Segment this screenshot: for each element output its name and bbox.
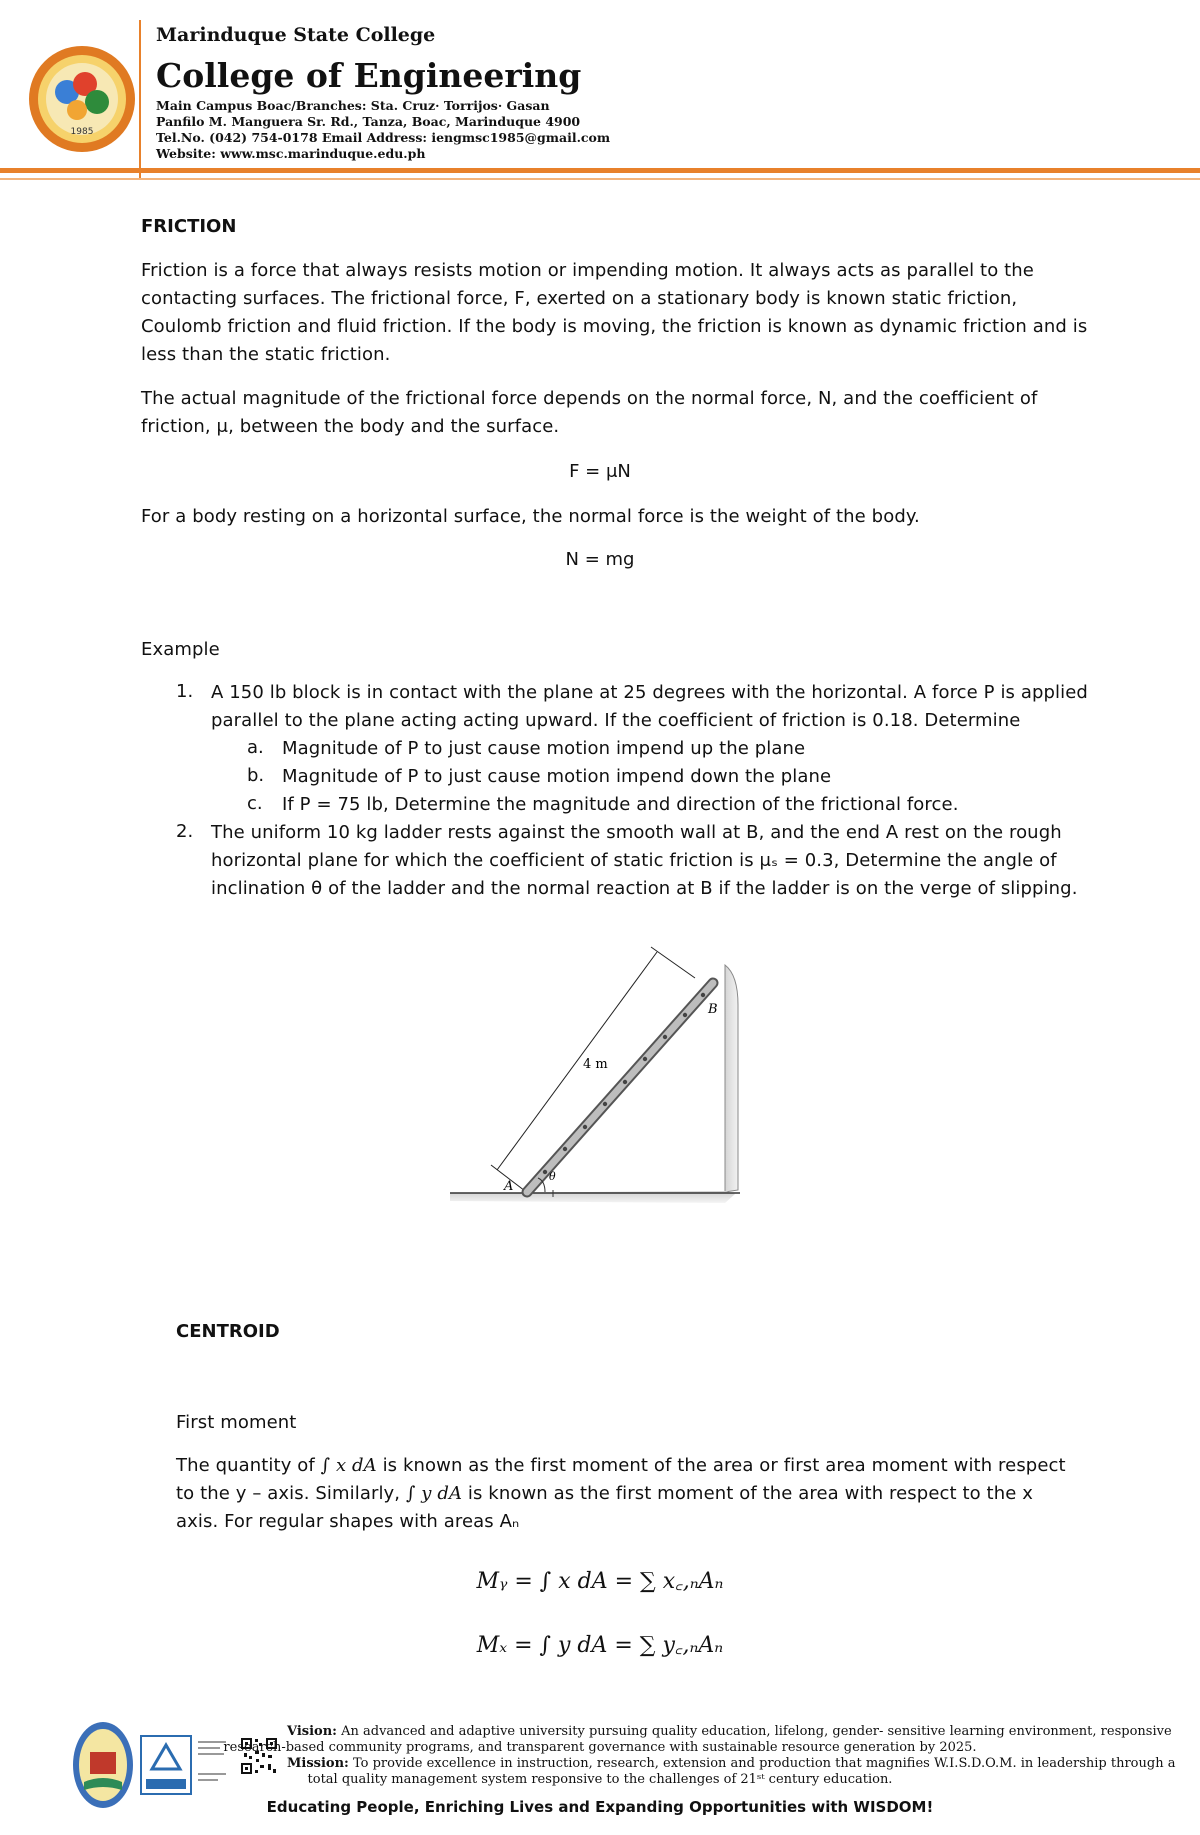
sub-letter-a: a.: [247, 737, 264, 758]
centroid-title: CENTROID: [176, 1321, 280, 1342]
friction-paragraph-2: The actual magnitude of the frictional force depends on the normal force, N, and the coefficient of friction, μ, between the body and the surface.: [141, 388, 1038, 437]
svg-text:1985: 1985: [70, 127, 94, 137]
sub-item-a: Magnitude of P to just cause motion impend up the plane: [282, 738, 806, 759]
motto: Educating People, Enriching Lives and Expanding Opportunities with WISDOM!: [266, 1798, 934, 1816]
friction-title: FRICTION: [141, 216, 237, 237]
header-address-1: Main Campus Boac/Branches: Sta. Cruz· Torrijos· Gasan: [156, 98, 550, 113]
department-name: College of Engineering: [156, 56, 582, 95]
first-moment-heading: First moment: [176, 1412, 297, 1433]
angle-label: θ: [549, 1170, 556, 1183]
point-a-label: A: [504, 1179, 514, 1194]
vision-text: Vision: An advanced and adaptive university pursuing quality education, lifelong, gender- sensitive learning environment, responsive: [287, 1724, 1172, 1739]
item-number-2: 2.: [176, 821, 194, 842]
centroid-paragraph: The quantity of ∫ x dA is known as the first moment of the area or first area moment with respect to the y – axis. Similarly, ∫ y dA is known as the first moment of the area with respect to the x axis. For regular shapes with areas Aₙ: [176, 1455, 1066, 1532]
header-website: Website: www.msc.marinduque.edu.ph: [156, 146, 426, 161]
vision-text-2: research-based community programs, and transparent governance with sustainable resource generation by 2025.: [223, 1740, 977, 1755]
friction-paragraph-1: Friction is a force that always resists motion or impending motion. It always acts as parallel to the contacting surfaces. The frictional force, F, exerted on a stationary body is known static friction, Coulomb friction and fluid friction. If the body is moving, the friction is known as dynamic friction and is less than the static friction.: [141, 260, 1088, 365]
header-contact: Tel.No. (042) 754-0178 Email Address: iengmsc1985@gmail.com: [156, 130, 611, 145]
sub-letter-c: c.: [247, 793, 263, 814]
header-bar-thin: [0, 178, 1200, 180]
mission-text-2: total quality management system responsive to the challenges of 21ˢᵗ century education.: [307, 1772, 893, 1787]
equation-first-moment-y: Mᵧ = ∫ x dA = ∑ x꜀,ₙAₙ: [476, 1569, 724, 1594]
header-rule: [139, 20, 141, 178]
header-address-2: Panfilo M. Manguera Sr. Rd., Tanza, Boac, Marinduque 4900: [156, 114, 581, 129]
equation-normal: N = mg: [565, 549, 635, 570]
example-heading: Example: [141, 639, 220, 660]
item-2-text: The uniform 10 kg ladder rests against the smooth wall at B, and the end A rest on the rough horizontal plane for which the coefficient of static friction is μₛ = 0.3, Determine the angle of inclination θ of the ladder and the normal reaction at B if the ladder is on the verge of slipping.: [211, 822, 1078, 899]
item-1-text: A 150 lb block is in contact with the plane at 25 degrees with the horizontal. A force P is applied parallel to the plane acting acting upward. If the coefficient of friction is 0.18. Determine: [211, 682, 1088, 731]
college-name: Marinduque State College: [156, 24, 436, 46]
university-seal: [72, 1720, 134, 1810]
sub-item-b: Magnitude of P to just cause motion impend down the plane: [282, 766, 832, 787]
header-bar: [0, 168, 1200, 173]
wall: [725, 965, 738, 1192]
sub-letter-b: b.: [247, 765, 265, 786]
point-b-label: B: [708, 1002, 718, 1017]
ladder-figure: [445, 935, 765, 1220]
item-number-1: 1.: [176, 681, 194, 702]
sub-item-c: If P = 75 lb, Determine the magnitude and direction of the frictional force.: [282, 794, 959, 815]
equation-first-moment-x: Mₓ = ∫ y dA = ∑ y꜀,ₙAₙ: [476, 1633, 724, 1658]
equation-friction: F = μN: [569, 461, 631, 482]
length-label: 4 m: [583, 1057, 608, 1072]
friction-paragraph-3: For a body resting on a horizontal surface, the normal force is the weight of the body.: [141, 506, 920, 527]
institute-seal: [27, 44, 137, 154]
mission-text: Mission: To provide excellence in instruction, research, extension and production that magnifies W.I.S.D.O.M. in leadership through a: [287, 1756, 1176, 1771]
